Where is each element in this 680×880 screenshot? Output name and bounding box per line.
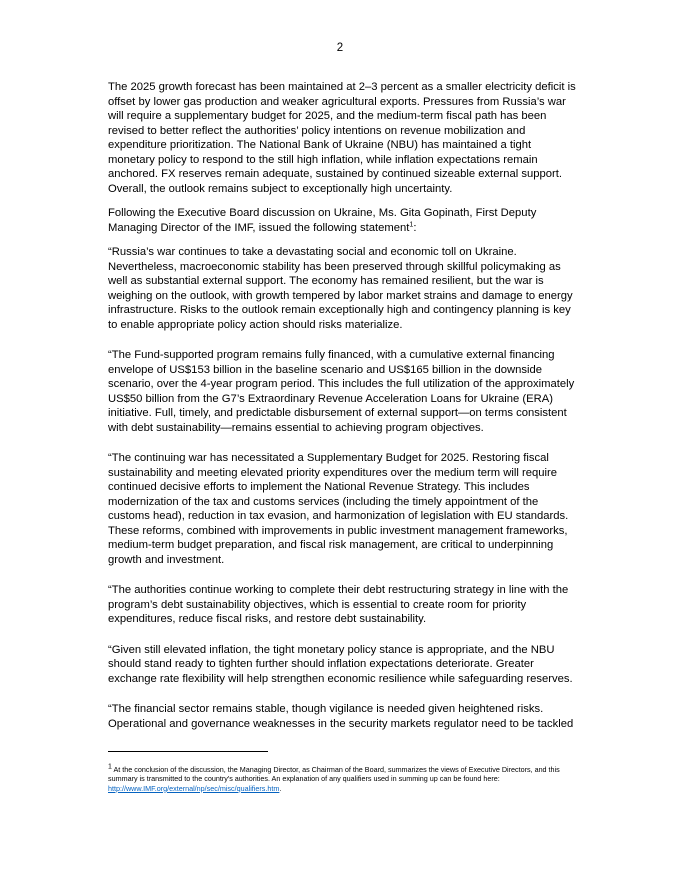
- paragraph-monetary-policy: “Given still elevated inflation, the tight monetary policy stance is appropriate, and the NBU should stand ready to tighten further should inflation expectations deteriorate. Greater exchange rate flexibility will help strengthen economic resilience while safeguarding reserves.: [108, 643, 573, 685]
- paragraph-financial-sector: “The financial sector remains stable, though vigilance is needed given heightened risks. Operational and governance weaknesses in the security markets regulator need to be tackled: [108, 703, 574, 730]
- page-number: 2: [336, 42, 344, 54]
- intro-colon: :: [413, 221, 417, 234]
- paragraph-board-statement-intro: [108, 206, 578, 235]
- footnote-text: At the conclusion of the discussion, the Managing Director, as Chairman of the Board, summarizes the views of Executive Directors, and this summary is transmitted to the country's authorities. An explanation of any qualifiers used in summing up can be found here:: [108, 765, 560, 784]
- paragraph-supplementary-budget: “The continuing war has necessitated a Supplementary Budget for 2025. Restoring fiscal sustainability and meeting elevated priority expenditures over the medium term will require continued decisive efforts to implement the National Revenue Strategy. This includes modernization of the tax and customs services (including the timely appointment of the customs head), reduction in tax evasion, and harmonization of legislation with EU standards. These reforms, combined with improvements in public investment management frameworks, medium-term budget preparation, and fiscal risk management, are critical to underpinning growth and investment.: [108, 452, 569, 566]
- paragraph-debt-restructuring: “The authorities continue working to complete their debt restructuring strategy in line with the program’s debt sustainability objectives, which is essential to create room for priority expenditures, reduce fiscal risks, and restore debt sustainability.: [108, 584, 569, 625]
- intro-text: Following the Executive Board discussion on Ukraine, Ms. Gita Gopinath, First Deputy Managing Director of the IMF, issued the following statement: [108, 207, 537, 234]
- footnote-period: .: [279, 783, 282, 793]
- footnote-rule: [108, 751, 268, 752]
- paragraph-growth-forecast: The 2025 growth forecast has been maintained at 2–3 percent as a smaller electricity deficit is offset by lower gas production and weaker agricultural exports. Pressures from Russia’s war will require a supplementary budget for 2025, and the medium-term fiscal path has been revised to better reflect the authorities’ policy intentions on revenue mobilization and expenditure prioritization. The National Bank of Ukraine (NBU) has maintained a tight monetary policy to respond to the still high inflation, while inflation expectations remain anchored. FX reserves remain adequate, sustained by continued sizeable external support. Overall, the outlook remains subject to exceptionally high uncertainty.: [108, 81, 576, 195]
- footnote-marker: 1: [108, 763, 112, 771]
- qualifiers-link[interactable]: http://www.IMF.org/external/np/sec/misc/qualifiers.htm: [108, 783, 280, 793]
- footnote-reference[interactable]: 1: [409, 220, 414, 228]
- footnote: [108, 765, 578, 793]
- paragraph-program-financing: “The Fund-supported program remains fully financed, with a cumulative external financing envelope of US$153 billion in the baseline scenario and US$165 billion in the downside scenario, over the 4-year program period. This includes the full utilization of the approximately US$50 billion from the G7’s Extraordinary Revenue Acceleration Loans for Ukraine (ERA) initiative. Full, timely, and predictable disbursement of external support—on terms consistent with debt sustainability—remains essential to achieving program objectives.: [108, 349, 575, 434]
- paragraph-war-toll: “Russia’s war continues to take a devastating social and economic toll on Ukraine. Nevertheless, macroeconomic stability has been preserved through skillful policymaking as well as substantial external support. The economy has remained resilient, but the war is weighing on the outlook, with growth tempered by labor market strains and damage to energy infrastructure. Risks to the outlook remain exceptionally high and contingency planning is key to enable appropriate policy action should risks materialize.: [108, 246, 573, 331]
- body-text: [108, 80, 578, 741]
